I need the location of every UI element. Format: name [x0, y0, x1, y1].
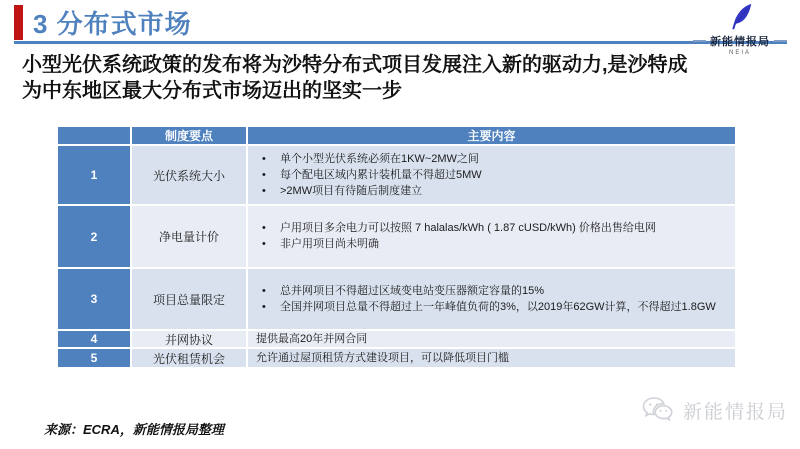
wechat-icon	[641, 396, 675, 424]
bullet-item: • 全国并网项目总量不得超过上一年峰值负荷的3%，以2019年62GW计算，不得超过1.8GW	[252, 300, 729, 315]
row-content-text: 允许通过屋顶租赁方式建设项目，可以降低项目门槛	[256, 351, 509, 364]
section-accent-bar	[14, 5, 23, 40]
row-content	[248, 206, 735, 267]
brand-dash-right	[774, 40, 787, 42]
slide-title	[22, 52, 767, 104]
brand-dash-left	[693, 40, 706, 42]
slide-title-line1: 小型光伏系统政策的发布将为沙特分布式项目发展注入新的驱动力,是沙特成	[22, 54, 688, 76]
bullet-item: • 非户用项目尚未明确	[252, 237, 729, 252]
bullet-item: • 户用项目多余电力可以按照 7 halalas/kWh ( 1.87 cUSD/kWh) 价格出售给电网	[252, 221, 729, 236]
row-point: 项目总量限定	[132, 269, 246, 329]
bullet-item: • 单个小型光伏系统必须在1KW~2MW之间	[252, 152, 729, 167]
table-header-content: 主要内容	[248, 127, 735, 144]
bullet-item: • 每个配电区域内累计装机量不得超过5MW	[252, 168, 729, 183]
row-number: 1	[58, 146, 130, 204]
row-content	[248, 349, 735, 367]
row-content	[248, 331, 735, 347]
brand-subtitle: NEIA	[728, 50, 751, 56]
row-content-text: 提供最高20年并网合同	[256, 332, 368, 345]
bullet-item: • >2MW项目有待随后制度建立	[252, 184, 729, 199]
row-content	[248, 146, 735, 204]
table-header-index	[58, 127, 130, 144]
feather-icon	[725, 2, 755, 32]
source-note: 来源：ECRA，新能情报局整理	[44, 422, 224, 437]
slide-title-line2: 为中东地区最大分布式市场迈出的坚实一步	[22, 80, 402, 102]
row-point: 并网协议	[132, 331, 246, 347]
row-point: 光伏系统大小	[132, 146, 246, 204]
policy-table	[58, 127, 735, 367]
watermark-text: 新能情报局	[682, 401, 788, 423]
row-number: 3	[58, 269, 130, 329]
brand-logo	[686, 2, 794, 56]
row-point: 净电量计价	[132, 206, 246, 267]
row-content	[248, 269, 735, 329]
brand-name: 新能情报局	[710, 36, 770, 48]
bullet-item: • 总并网项目不得超过区域变电站变压器额定容量的15%	[252, 284, 729, 299]
row-number: 4	[58, 331, 130, 347]
watermark	[641, 396, 788, 424]
section-title: 3 分布式市场	[33, 9, 192, 39]
row-point: 光伏租赁机会	[132, 349, 246, 367]
header-divider	[14, 41, 787, 44]
row-number: 2	[58, 206, 130, 267]
row-number: 5	[58, 349, 130, 367]
table-header-point: 制度要点	[132, 127, 246, 144]
